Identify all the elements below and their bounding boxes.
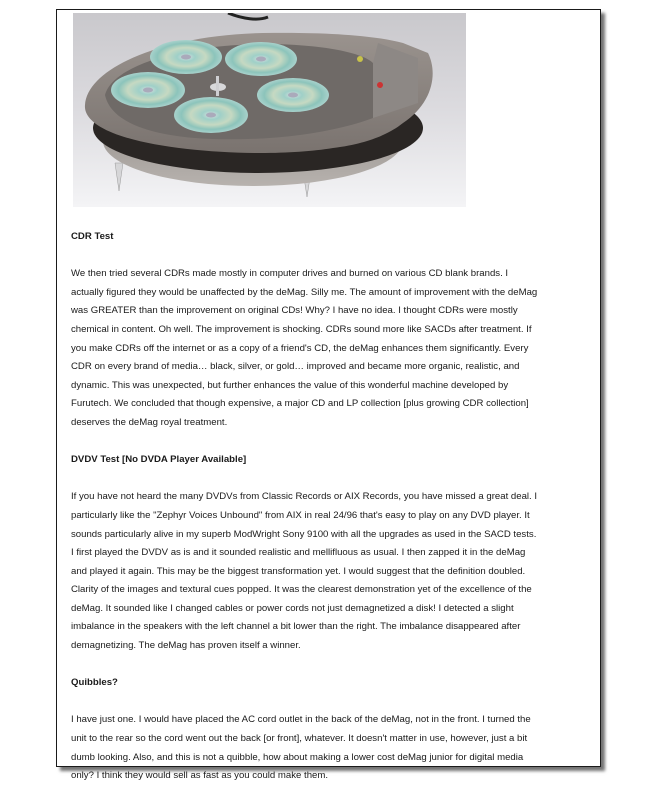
section-heading: Quibbles? (71, 677, 118, 689)
paragraph-line: I have just one. I would have placed the AC cord outlet in the back of the deMag, not in the front. I turned the (71, 714, 531, 726)
section-heading: DVDV Test [No DVDA Player Available] (71, 454, 247, 466)
product-photo (73, 13, 466, 207)
paragraph-line: CDR on every brand of media… black, silver, or gold… improved and became more organic, realistic, and (71, 361, 520, 373)
indicator-light (377, 82, 383, 88)
paragraph-line: If you have not heard the many DVDVs from Classic Records or AIX Records, you have missed a great deal. I (71, 491, 538, 503)
paragraph-line: only? I think they would sell as fast as you could make them. (71, 770, 329, 782)
paragraph-line: dumb looking. Also, and this is not a quibble, how about making a lower cost deMag junior for digital media (71, 751, 524, 763)
paragraph-line: deserves the deMag royal treatment. (71, 416, 228, 428)
section-quibbles (71, 674, 591, 786)
article-body (71, 228, 591, 786)
paragraph-line: actually figured they would be unaffected by the deMag. Silly me. The amount of improvement with the deMag (71, 286, 538, 298)
section-dvdv-test (71, 451, 591, 674)
document-page (56, 9, 601, 782)
paragraph-line: particularly like the "Zephyr Voices Unbound" from AIX in real 24/96 that's easy to play on any DVD player. It (71, 509, 530, 521)
paragraph-line: We then tried several CDRs made mostly in computer drives and burned on various CD blank brands. I (71, 268, 509, 280)
paragraph-line: imbalance in the speakers with the left channel a bit lower than the right. The imbalance disappeared after (71, 621, 521, 633)
demag-device-illustration (73, 13, 466, 207)
paragraph-line: demagnetizing. The deMag has proven itself a winner. (71, 640, 301, 652)
paragraph-line: dynamic. This was unexpected, but further enhances the value of this wonderful machine developed by (71, 379, 509, 391)
section-cdr-test (71, 228, 591, 451)
paragraph-line: I first played the DVDV as is and it sounded realistic and mellifluous as usual. I then zapped it in the deMag (71, 547, 526, 559)
section-heading: CDR Test (71, 231, 114, 242)
paragraph-line: chemical in content. Oh well. The improvement is shocking. CDRs sound more like SACDs after treatment. If (71, 323, 532, 335)
paragraph-line: unit to the rear so the cord went out the back [or front], whatever. It doesn't matter in use, however, just a bit (71, 733, 528, 745)
paragraph-line: Furutech. We concluded that though expensive, a major CD and LP collection [plus growing CDR collection] (71, 398, 529, 410)
leg (115, 163, 123, 191)
paragraph-line: you make CDRs off the internet or as a copy of a friend's CD, the deMag enhances them significantly. Every (71, 342, 529, 354)
paragraph-line: and played it again. This may be the biggest transformation yet. I would suggest that the definition doubled. (71, 565, 526, 577)
indicator-light (357, 56, 363, 62)
paragraph-line: sounds particularly alive in my superb ModWright Sony 9100 with all the upgrades as used in the SACD tests. (71, 528, 537, 540)
paragraph-line: Clarity of the images and textural cues popped. It was the clearest demonstration yet of the excellence of the (71, 584, 532, 596)
paragraph-line: was GREATER than the improvement on original CDs! Why? I have no idea. I thought CDRs were mostly (71, 305, 518, 317)
paragraph-line: deMag. It sounded like I changed cables or power cords not just demagnetized a disk! I detected a slight (71, 602, 514, 614)
